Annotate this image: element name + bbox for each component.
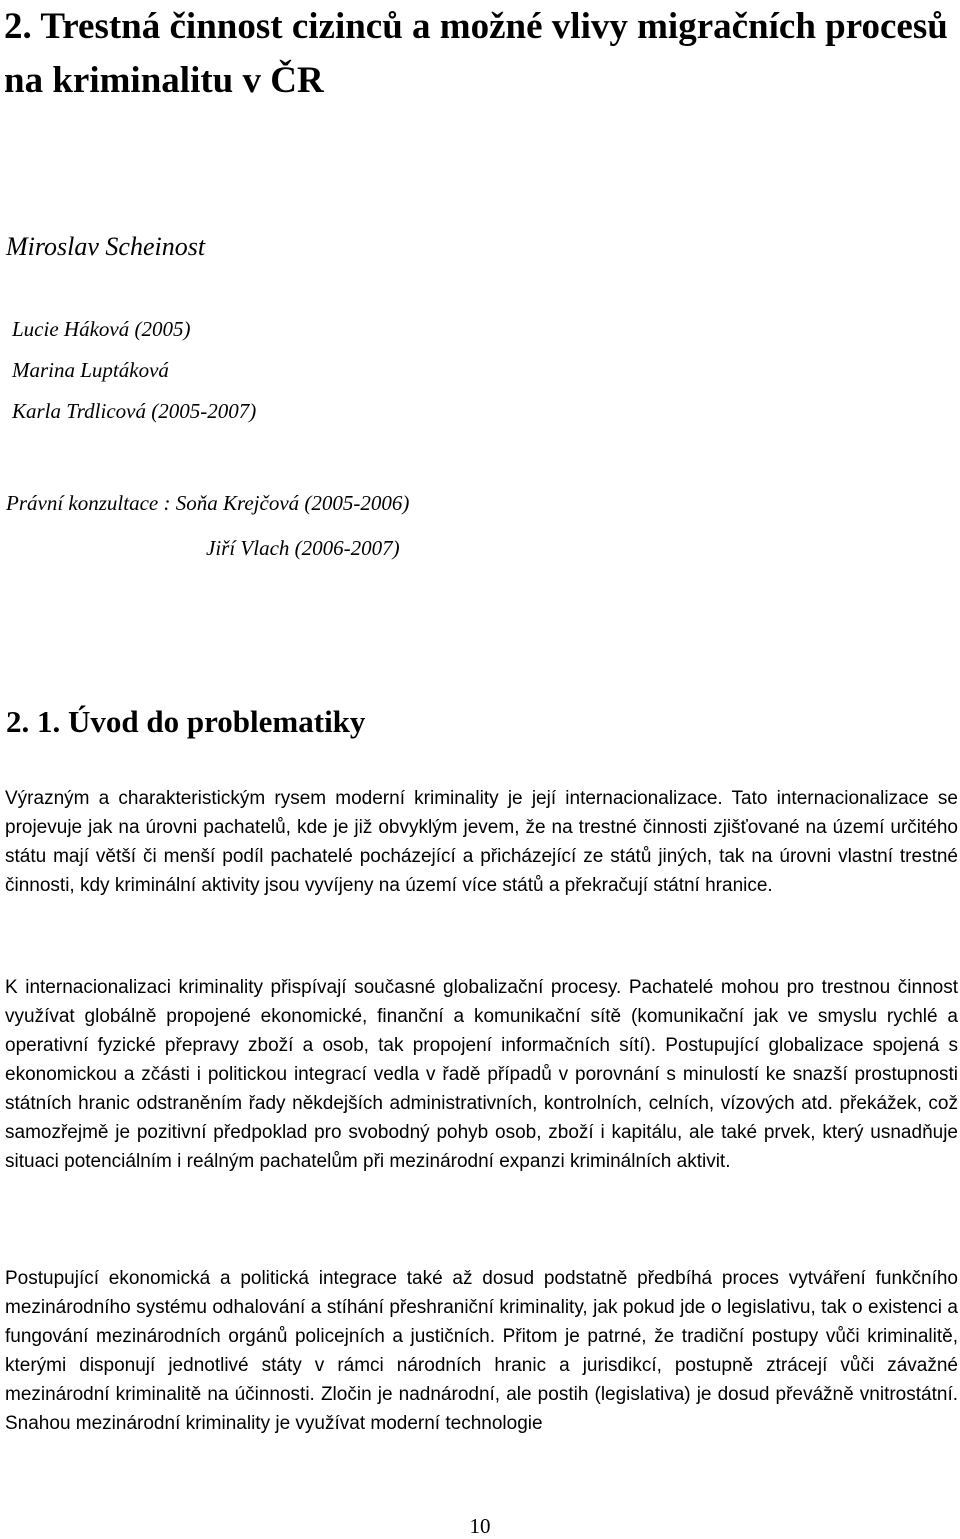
chapter-title: 2. Trestná činnost cizinců a možné vlivy migračních procesů na kriminalitu v ČR [4, 6, 948, 101]
paragraph: Postupující ekonomická a politická integrace také až dosud podstatně předbíhá proces vytváření funkčního mezinárodního systému odhalování a stíhání přeshraniční kriminality, jak pokud jde o legislativu, tak o existenci a fungování mezinárodních orgánů policejních a justičních. Přitom je patrné, že tradiční postupy vůči kriminalitě, kterými disponují jednotlivé státy v rámci národních hranic a jurisdikcí, postupně ztrácejí vůči závažné mezinárodní kriminalitě na účinnosti. Zločin je nadnárodní, ale postih (legislativa) je dosud převážně vnitrostátní. Snahou mezinárodní kriminality je využívat moderní technologie [5, 1268, 958, 1434]
co-author: Lucie Háková (2005) [12, 317, 191, 341]
paragraph: Výrazným a charakteristickým rysem moderní kriminality je její internacionalizace. Tato internacionalizace se projevuje jak na úrovni pachatelů, kde je již obvyklým jevem, že na trestné činnosti zjišťované na území určitého státu mají větší či menší podíl pachatelé pocházející a přicházející ze států jiných, tak na úrovni vlastní trestné činnosti, kdy kriminální aktivity jsou vyvíjeny na území více států a překračují státní hranice. [5, 788, 958, 896]
legal-consultation-line: Právní konzultace : Soňa Krejčová (2005-2006) [6, 491, 410, 515]
page-number: 10 [469, 1514, 491, 1538]
paragraph: K internacionalizaci kriminality přispívají současné globalizační procesy. Pachatelé mohou pro trestnou činnost využívat globálně propojené ekonomické, finanční a komunikační sítě (komunikační jak ve smyslu rychlé a operativní fyzické přepravy zboží a osob, tak propojení informačních sítí). Postupující globalizace spojená s ekonomickou a zčásti i politickou integrací vedla v řadě případů v porovnání s minulostí ke snazší prostupnosti státních hranic odstraněním řady někdejších administrativních, kontrolních, celních, vízových atd. překážek, což samozřejmě je pozitivní předpoklad pro svobodný pohyb osob, zboží i kapitálu, ale také prvek, který usnadňuje situaci potenciálním i reálným pachatelům při mezinárodní expanzi kriminálních aktivit. [5, 977, 958, 1172]
co-author: Marina Luptáková [12, 358, 169, 382]
legal-consultation [6, 481, 409, 571]
co-author-list [12, 309, 256, 432]
main-author: Miroslav Scheinost [6, 232, 206, 261]
section-title: 2. 1. Úvod do problematiky [6, 704, 366, 739]
legal-consultation-line: Jiří Vlach (2006-2007) [206, 536, 400, 560]
co-author: Karla Trdlicová (2005-2007) [12, 399, 257, 423]
